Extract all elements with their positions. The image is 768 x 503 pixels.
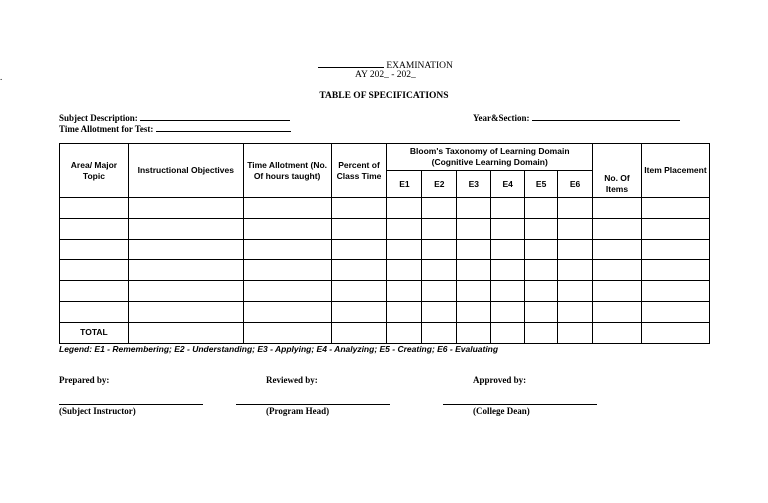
cell[interactable] — [641, 301, 709, 322]
cell[interactable] — [128, 239, 243, 260]
cell[interactable] — [525, 239, 558, 260]
year-section-blank — [532, 111, 680, 121]
cell[interactable] — [128, 198, 243, 219]
header-item-placement: Item Placement — [641, 144, 709, 198]
cell[interactable] — [558, 281, 593, 302]
cell[interactable] — [641, 322, 709, 343]
cell[interactable] — [422, 198, 457, 219]
header-e5: E5 — [525, 171, 558, 198]
time-allotment-blank — [156, 122, 291, 132]
header-items-spacer — [593, 144, 642, 171]
cell[interactable] — [60, 260, 129, 281]
cell[interactable] — [457, 322, 491, 343]
exam-name-blank — [318, 58, 384, 68]
cell[interactable] — [387, 301, 422, 322]
cell[interactable] — [457, 218, 491, 239]
cell[interactable] — [422, 218, 457, 239]
cell[interactable] — [457, 281, 491, 302]
cell[interactable] — [558, 198, 593, 219]
cell[interactable] — [558, 322, 593, 343]
cell[interactable] — [558, 239, 593, 260]
legend-text: Legend: E1 - Remembering; E2 - Understanding; E3 - Applying; E4 - Analyzing; E5 - Creating; E6 - Evaluating — [59, 344, 499, 354]
college-dean-role: (College Dean) — [473, 406, 530, 416]
cell[interactable] — [593, 281, 642, 302]
cell[interactable] — [457, 239, 491, 260]
margin-mark: . — [0, 72, 3, 82]
cell[interactable] — [491, 198, 525, 219]
cell[interactable] — [641, 260, 709, 281]
cell[interactable] — [331, 198, 387, 219]
cell[interactable] — [387, 322, 422, 343]
cell[interactable] — [491, 218, 525, 239]
reviewed-by-label: Reviewed by: — [266, 375, 318, 385]
table-row — [60, 281, 710, 302]
cell[interactable] — [128, 218, 243, 239]
cell[interactable] — [331, 281, 387, 302]
academic-year: AY 202_ - 202_ — [355, 70, 416, 80]
cell[interactable] — [491, 260, 525, 281]
year-section-field — [473, 111, 680, 123]
cell[interactable] — [422, 260, 457, 281]
cell[interactable] — [387, 260, 422, 281]
header-percent-class-time: Percent of Class Time — [331, 144, 387, 198]
cell[interactable] — [128, 260, 243, 281]
prepared-by-label: Prepared by: — [59, 375, 110, 385]
total-label: TOTAL — [60, 322, 129, 343]
cell[interactable] — [387, 198, 422, 219]
header-e3: E3 — [457, 171, 491, 198]
cell[interactable] — [641, 281, 709, 302]
cell[interactable] — [525, 281, 558, 302]
cell[interactable] — [491, 239, 525, 260]
total-row — [60, 322, 710, 343]
cell[interactable] — [491, 281, 525, 302]
cell[interactable] — [60, 239, 129, 260]
exam-label: EXAMINATION — [386, 61, 453, 71]
cell[interactable] — [387, 218, 422, 239]
cell[interactable] — [525, 301, 558, 322]
cell[interactable] — [593, 260, 642, 281]
blooms-title-line2: (Cognitive Learning Domain) — [431, 157, 548, 167]
cell[interactable] — [243, 198, 331, 219]
cell[interactable] — [491, 301, 525, 322]
cell[interactable] — [641, 239, 709, 260]
cell[interactable] — [243, 239, 331, 260]
cell[interactable] — [558, 301, 593, 322]
program-head-role: (Program Head) — [266, 406, 330, 416]
cell[interactable] — [525, 322, 558, 343]
cell[interactable] — [243, 218, 331, 239]
cell[interactable] — [525, 198, 558, 219]
header-e4: E4 — [491, 171, 525, 198]
cell[interactable] — [593, 301, 642, 322]
cell[interactable] — [641, 218, 709, 239]
cell[interactable] — [387, 239, 422, 260]
header-time-allotment: Time Allotment (No. Of hours taught) — [243, 144, 331, 198]
cell[interactable] — [593, 239, 642, 260]
cell[interactable] — [128, 301, 243, 322]
cell[interactable] — [243, 301, 331, 322]
cell[interactable] — [593, 322, 642, 343]
header-area-major-topic: Area/ Major Topic — [60, 144, 129, 198]
document-title: TABLE OF SPECIFICATIONS — [319, 91, 449, 101]
cell[interactable] — [243, 322, 331, 343]
header-blooms-taxonomy — [387, 144, 593, 171]
table-row — [60, 239, 710, 260]
header-no-of-items: No. Of Items — [593, 171, 642, 198]
cell[interactable] — [525, 260, 558, 281]
cell[interactable] — [60, 281, 129, 302]
year-section-label: Year&Section: — [473, 113, 530, 123]
header-instructional-objectives: Instructional Objectives — [128, 144, 243, 198]
cell[interactable] — [60, 301, 129, 322]
cell[interactable] — [387, 281, 422, 302]
cell[interactable] — [491, 322, 525, 343]
cell[interactable] — [457, 198, 491, 219]
specifications-table — [59, 143, 710, 344]
cell[interactable] — [422, 322, 457, 343]
time-allotment-field — [59, 122, 291, 134]
cell[interactable] — [593, 218, 642, 239]
cell[interactable] — [641, 198, 709, 219]
cell[interactable] — [331, 322, 387, 343]
cell[interactable] — [525, 218, 558, 239]
cell[interactable] — [422, 301, 457, 322]
subject-description-blank — [140, 111, 290, 121]
header-e1: E1 — [387, 171, 422, 198]
table-row — [60, 218, 710, 239]
cell[interactable] — [331, 260, 387, 281]
cell[interactable] — [60, 198, 129, 219]
program-head-signature-line — [236, 404, 390, 405]
cell[interactable] — [558, 260, 593, 281]
cell[interactable] — [243, 281, 331, 302]
cell[interactable] — [243, 260, 331, 281]
header-e2: E2 — [422, 171, 457, 198]
cell[interactable] — [331, 239, 387, 260]
cell[interactable] — [457, 301, 491, 322]
time-allotment-label: Time Allotment for Test: — [59, 124, 154, 134]
cell[interactable] — [128, 281, 243, 302]
cell[interactable] — [558, 218, 593, 239]
subject-instructor-role: (Subject Instructor) — [59, 406, 136, 416]
blooms-title-line1: Bloom's Taxonomy of Learning Domain — [409, 146, 570, 156]
header-e6: E6 — [558, 171, 593, 198]
cell[interactable] — [128, 322, 243, 343]
cell[interactable] — [331, 301, 387, 322]
approved-by-label: Approved by: — [473, 375, 527, 385]
cell[interactable] — [422, 239, 457, 260]
subject-description-label: Subject Description: — [59, 113, 138, 123]
table-row — [60, 260, 710, 281]
instructor-signature-line — [59, 404, 203, 405]
cell[interactable] — [593, 198, 642, 219]
cell[interactable] — [331, 218, 387, 239]
dean-signature-line — [443, 404, 597, 405]
cell[interactable] — [60, 218, 129, 239]
cell[interactable] — [422, 281, 457, 302]
table-row — [60, 198, 710, 219]
cell[interactable] — [457, 260, 491, 281]
table-row — [60, 301, 710, 322]
